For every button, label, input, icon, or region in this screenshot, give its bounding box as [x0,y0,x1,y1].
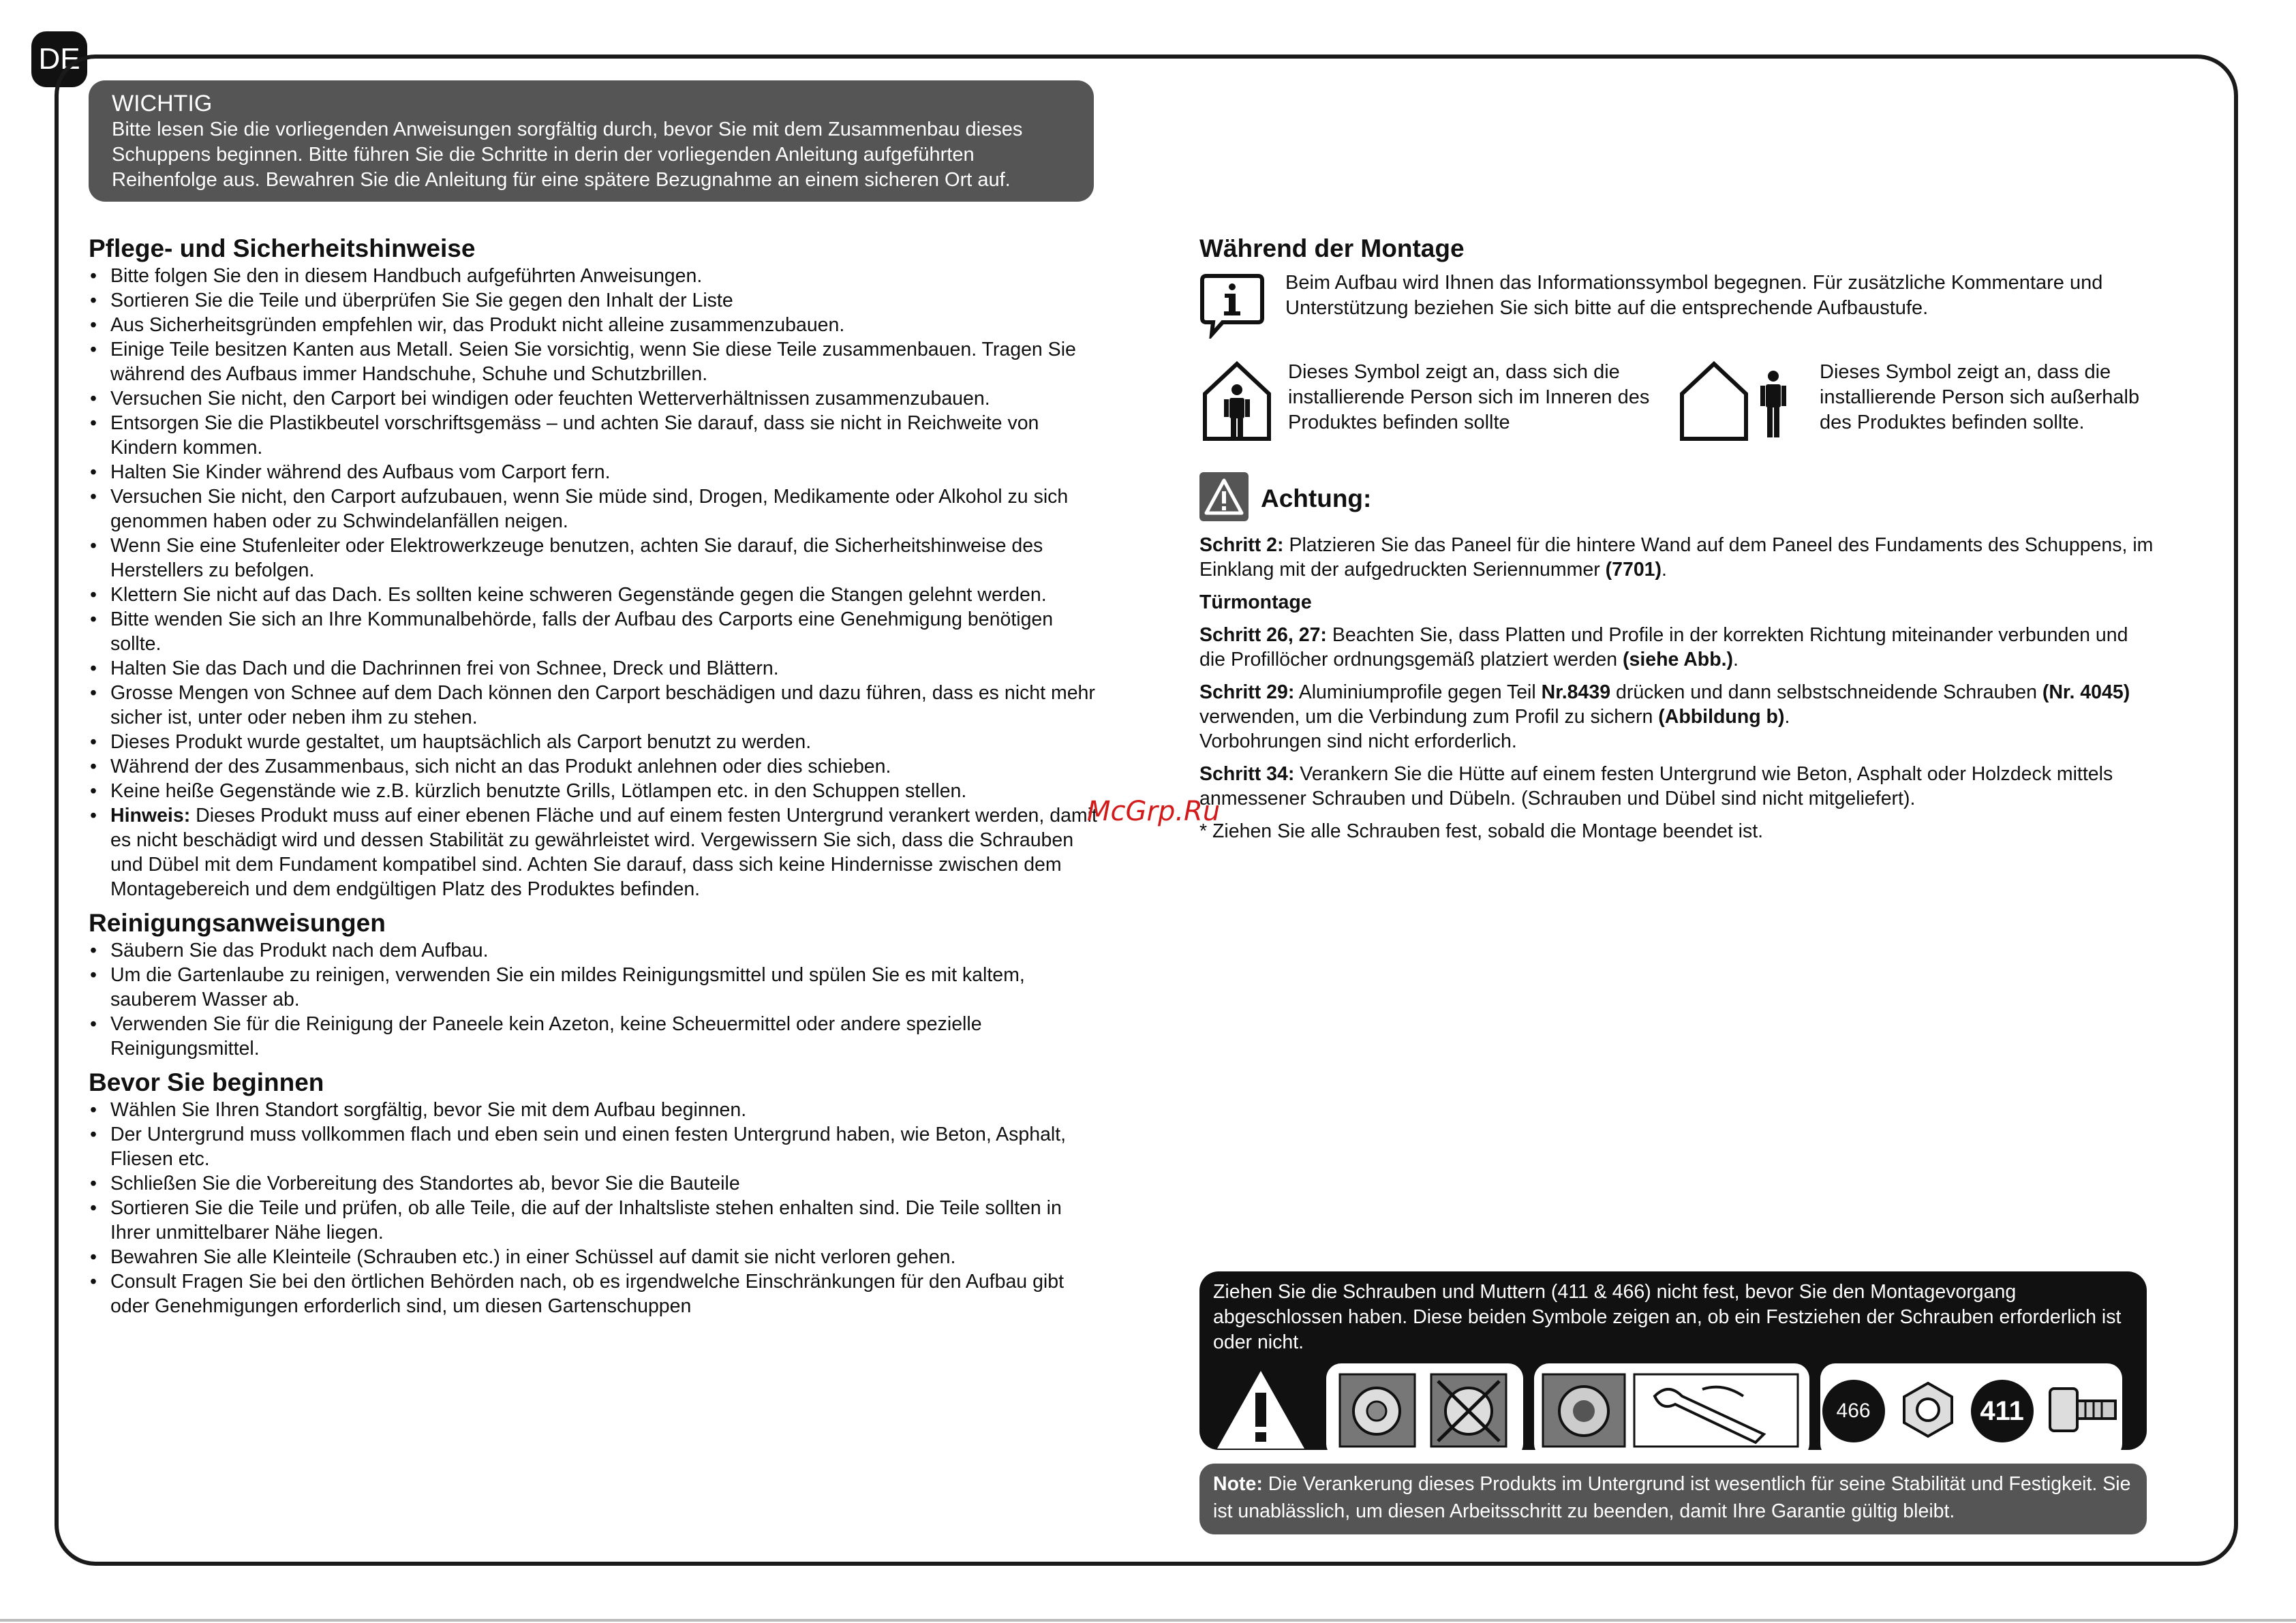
list-item: • Verwenden Sie für die Reinigung der Paneele kein Azeton, keine Scheuermittel oder andere spezielle Reinigungsmittel. [89,1012,1097,1061]
step-end: . [1784,706,1790,728]
list-item: • Keine heiße Gegenstände wie z.B. kürzlich benutzte Grills, Lötlampen etc. in den Schuppen stellen. [89,779,1097,803]
list-item: • Wenn Sie eine Stufenleiter oder Elektrowerkzeuge benutzen, achten Sie darauf, die Sicherheitshinweise des Herstellers zu befolgen. [89,534,1097,583]
step-text: Beachten Sie, dass Platten und Profile in der korrekten Richtung miteinander verbunden und die Profillöcher ordnungsgemäß platziert werden [1199,624,2128,670]
list-item: • Wählen Sie Ihren Standort sorgfältig, bevor Sie mit dem Aufbau beginnen. [89,1098,1097,1122]
parts-legend-box [1820,1363,2122,1459]
before-start-list [89,1098,1097,1318]
step-label: Schritt 34: [1199,763,1295,785]
step-bold: (7701) [1605,559,1662,581]
step-label: Schritt 2: [1199,534,1284,556]
list-item: • Um die Gartenlaube zu reinigen, verwenden Sie ein mildes Reinigungsmittel und spülen Sie es mit kaltem, sauberem Wasser ab. [89,963,1097,1012]
care-safety-title: Pflege- und Sicherheitshinweise [89,234,476,262]
wrench-icon [1539,1369,1805,1454]
list-item: • Versuchen Sie nicht, den Carport aufzubauen, wenn Sie müde sind, Drogen, Medikamente oder Alkohol zu sich genommen haben oder zu Schwindelanfällen neigen. [89,484,1097,534]
list-item: • Bewahren Sie alle Kleinteile (Schrauben etc.) in einer Schüssel auf damit sie nicht verloren gehen. [89,1245,1097,1269]
footnote: * Ziehen Sie alle Schrauben fest, sobald die Montage beendet ist. [1199,820,1764,842]
inside-symbol-text: Dieses Symbol zeigt an, dass sich die installierende Person sich im Inneren des Produktes befinden sollte [1288,361,1650,433]
info-symbol-text: Beim Aufbau wird Ihnen das Informationssymbol begegnen. Für zusätzliche Kommentare und Unterstützung beziehen Sie sich bitte auf die entsprechende Aufbaustufe. [1285,272,2103,319]
assembly-title: Während der Montage [1199,234,1465,262]
step-bold: (Nr. 4045) [2042,681,2130,703]
list-item: • Versuchen Sie nicht, den Carport bei windigen oder feuchten Wetterverhältnissen zusammenzubauen. [89,386,1097,411]
step-text: Aluminiumprofile gegen Teil [1294,681,1542,703]
nut-icon [1897,1379,1959,1444]
step-end: . [1733,649,1739,670]
step-text: Platzieren Sie das Paneel für die hintere Wand auf dem Paneel des Fundaments des Schuppens, im Einklang mit der aufgedruckten Seriennummer [1199,534,2154,581]
list-item-hinweis [89,803,1097,901]
important-notice [89,80,1094,202]
step-26-27 [1199,623,2154,672]
note-label: Note: [1213,1473,1263,1495]
step-label: Schritt 29: [1199,681,1295,703]
bolt-icon [2046,1379,2121,1444]
before-start-section [89,1068,1097,1318]
caution-heading [1199,472,2154,525]
step-2 [1199,533,2154,582]
list-item: • Grosse Mengen von Schnee auf dem Dach können den Carport beschädigen und dazu führen, dass es nicht mehr sicher ist, unter oder neben ihm zu stehen. [89,681,1097,730]
list-item: • Consult Fragen Sie bei den örtlichen Behörden nach, ob es irgendwelche Einschränkungen für den Aufbau gibt oder Genehmigungen erforderlich sind, um diesen Gartenschuppen [89,1269,1097,1318]
warning-exclamation-icon [1213,1365,1308,1457]
person-inside-house-icon [1199,360,1274,445]
step-34 [1199,762,2154,811]
list-item: • Der Untergrund muss vollkommen flach und eben sein und einen festen Untergrund haben, wie Beton, Asphalt, Fliesen etc. [89,1122,1097,1171]
watermark: McGrp.Ru [1087,796,1221,827]
important-body [112,117,1071,193]
hinweis-text: Dieses Produkt muss auf einer ebenen Fläche und auf einem festen Untergrund verankert werden, damit es nicht beschädigt wird und dessen Stabilität zu gewährleistet wird. Vergewissern Sie sich, dass die Schrauben und Dübel mit dem Fundament kompatibel sind. Achten Sie darauf, dass sich keine Hindernisse zwischen dem Montagebereich und dem endgültigen Platz des Produktes befinden. [110,805,1097,900]
list-item: • Halten Sie das Dach und die Dachrinnen frei von Schnee, Dreck und Blättern. [89,656,1097,681]
step-label: Schritt 26, 27: [1199,624,1327,646]
loose-bolt-icon [1336,1369,1513,1454]
bolt-tightening-text: Ziehen Sie die Schrauben und Muttern (411 & 466) nicht fest, bevor Sie den Montagevorgang abgeschlossen haben. Diese beiden Symbole zeigen an, ob ein Festziehen der Schrauben erforderlich ist oder nicht. [1213,1281,2122,1353]
right-column [1199,234,2154,844]
info-symbol-row [1199,270,2154,342]
warning-triangle-icon [1199,472,1249,525]
list-item: • Schließen Sie die Vorbereitung des Standortes ab, bevor Sie die Bauteile [89,1171,1097,1196]
care-safety-section [89,234,1097,901]
list-item: • Säubern Sie das Produkt nach dem Aufbau. [89,938,1097,963]
list-item: • Während der des Zusammenbaus, sich nicht an das Produkt anlehnen oder dies schieben. [89,754,1097,779]
person-outside-house-icon [1677,360,1806,445]
step-end: . [1662,559,1667,581]
outside-symbol-text: Dieses Symbol zeigt an, dass die installierende Person sich außerhalb des Produktes befinden sollte. [1820,361,2140,433]
step-text: Vorbohrungen sind nicht erforderlich. [1199,730,1517,752]
list-item: • Dieses Produkt wurde gestaltet, um hauptsächlich als Carport benutzt zu werden. [89,730,1097,754]
door-assembly-label: Türmontage [1199,591,1312,613]
step-text: drücken und dann selbstschneidende Schrauben [1610,681,2042,703]
list-item: • Aus Sicherheitsgründen empfehlen wir, das Produkt nicht alleine zusammenzubauen. [89,313,1097,337]
position-symbols-row [1199,360,2154,445]
page-bottom-line [0,1619,2296,1622]
list-item: • Sortieren Sie die Teile und prüfen, ob alle Teile, die auf der Inhaltsliste stehen enhalten sind. Die Teile sollten in Ihrer unmittelbarer Nähe liegen. [89,1196,1097,1245]
step-bold: Nr.8439 [1541,681,1611,703]
inside-symbol-block [1199,360,1677,445]
before-start-title: Bevor Sie beginnen [89,1068,324,1096]
list-item: • Halten Sie Kinder während des Aufbaus vom Carport fern. [89,460,1097,484]
wrench-tighten-box [1534,1363,1809,1459]
outside-symbol-block [1677,360,2154,445]
list-item: • Entsorgen Sie die Plastikbeutel vorschriftsgemäss – und achten Sie darauf, dass sie nicht in Reichweite von Kindern kommen. [89,411,1097,460]
step-text: Verankern Sie die Hütte auf einem festen Untergrund wie Beton, Asphalt oder Holzdeck mittels anmessener Schrauben und Dübeln. (Schrauben und Dübel sind nicht mitgeliefert). [1199,763,2113,809]
important-line: Reihenfolge aus. Bewahren Sie die Anleitung für eine spätere Bezugnahme an einem sicheren Ort auf. [112,169,1011,191]
nut-number-badge: 466 [1822,1380,1885,1442]
care-safety-list [89,264,1097,901]
important-line: Schuppens beginnen. Bitte führen Sie die Schritte in derin der vorliegenden Anleitung aufgeführten [112,144,975,166]
bolt-icons-row [1213,1363,2133,1459]
anchoring-note [1199,1464,2147,1534]
bolt-tightening-box [1199,1271,2147,1450]
cleaning-title: Reinigungsanweisungen [89,909,386,937]
step-text: verwenden, um die Verbindung zum Profil zu sichern [1199,706,1659,728]
note-text: Die Verankerung dieses Produkts im Untergrund ist wesentlich für seine Stabilität und Festigkeit. Sie ist unablässlich, um diesen Arbeitsschritt zu beenden, damit Ihre Garantie gültig bleibt. [1213,1473,2131,1522]
language-badge: DE [31,31,87,87]
step-bold: (Abbildung b) [1658,706,1785,728]
cleaning-list [89,938,1097,1061]
hinweis-label: Hinweis: [110,805,191,826]
bolt-number-badge: 411 [1971,1380,2034,1442]
info-icon [1199,270,1265,342]
list-item: • Einige Teile besitzen Kanten aus Metall. Seien Sie vorsichtig, wenn Sie diese Teile zusammenbauen. Tragen Sie während des Aufbaus immer Handschuhe, Schuhe und Schutzbrillen. [89,337,1097,386]
list-item: • Bitte folgen Sie den in diesem Handbuch aufgeführten Anweisungen. [89,264,1097,288]
caution-title: Achtung: [1261,484,1372,512]
left-column [89,234,1097,1325]
loose-bolt-box [1326,1363,1523,1459]
step-29 [1199,680,2154,754]
list-item: • Klettern Sie nicht auf das Dach. Es sollten keine schweren Gegenstände gegen die Stangen gelehnt werden. [89,583,1097,607]
cleaning-section [89,908,1097,1061]
step-bold: (siehe Abb.) [1623,649,1734,670]
list-item: • Sortieren Sie die Teile und überprüfen Sie Sie gegen den Inhalt der Liste [89,288,1097,313]
important-line: Bitte lesen Sie die vorliegenden Anweisungen sorgfältig durch, bevor Sie mit dem Zusammenbau dieses [112,119,1023,140]
door-assembly-heading [1199,590,2154,615]
important-title: WICHTIG [112,91,213,117]
list-item: • Bitte wenden Sie sich an Ihre Kommunalbehörde, falls der Aufbau des Carports eine Genehmigung benötigen sollte. [89,607,1097,656]
